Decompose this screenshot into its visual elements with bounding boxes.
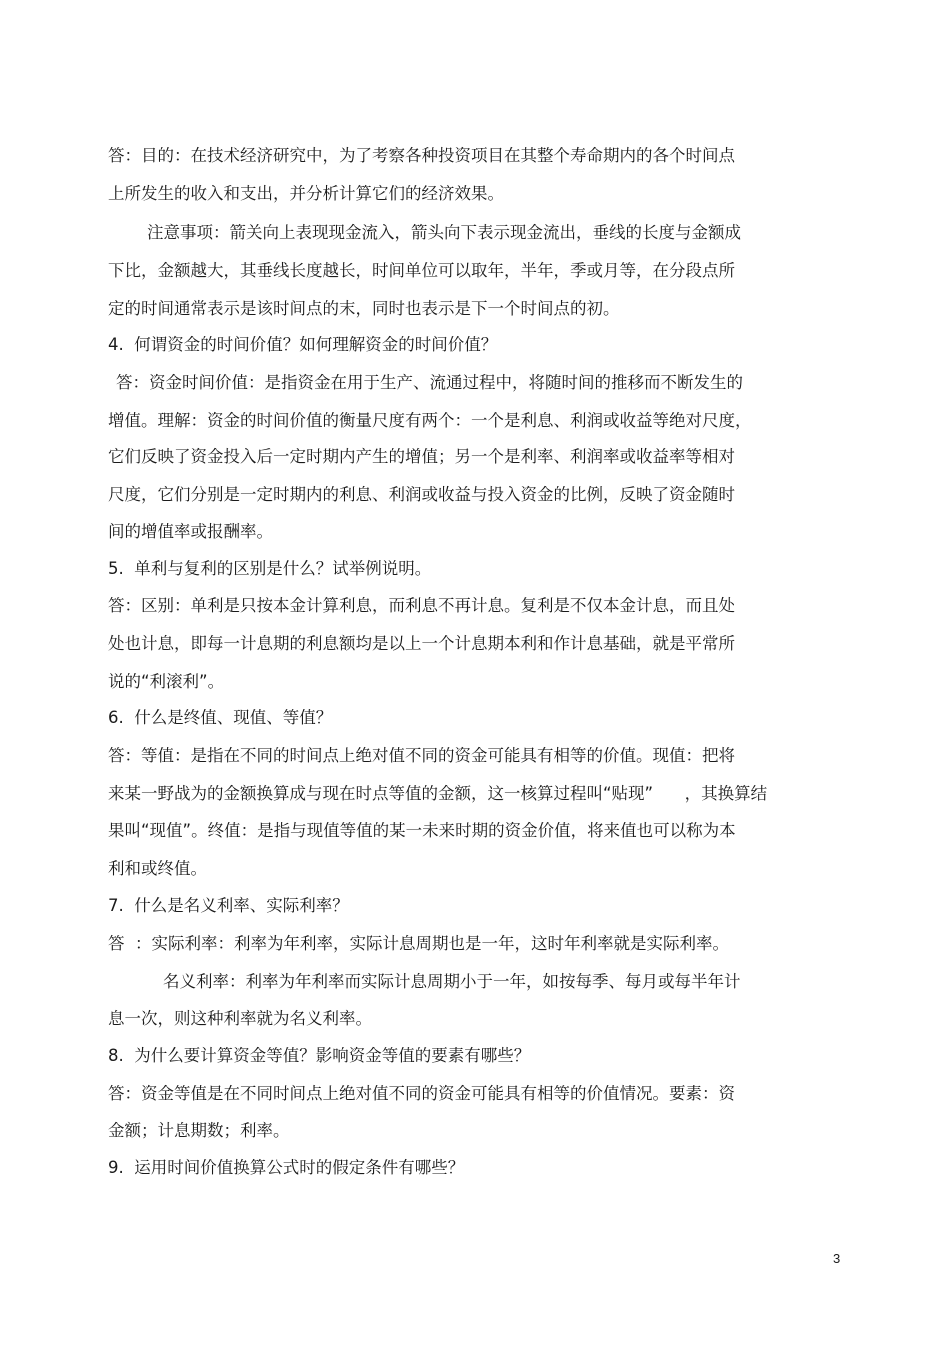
text-line-19: 果叫“现值”。终值：是指与现值等值的某一未来时期的资金价值，将来值也可以称为本 bbox=[108, 821, 736, 840]
text-line-22: 答 ：实际利率：利率为年利率，实际计息周期也是一年，这时年利率就是实际利率。 bbox=[108, 934, 729, 953]
question-9: 9. 运用时间价值换算公式时的假定条件有哪些？ bbox=[108, 1158, 465, 1177]
text-line-17: 答：等值：是指在不同的时间点上绝对值不同的资金可能具有相等的价值。现值：把将 bbox=[108, 746, 735, 765]
text-line-20: 利和或终值。 bbox=[108, 859, 207, 878]
text-line-26: 答：资金等值是在不同时间点上绝对值不同的资金可能具有相等的价值情况。要素：资 bbox=[108, 1084, 735, 1103]
text-line-13: 答：区别：单利是只按本金计算利息，而利息不再计息。复利是不仅本金计息，而且处 bbox=[108, 596, 735, 615]
question-5: 5. 单利与复利的区别是什么？试举例说明。 bbox=[108, 559, 432, 578]
text-line-27: 金额；计息期数；利率。 bbox=[108, 1121, 290, 1140]
text-line-5: 定的时间通常表示是该时间点的末，同时也表示是下一个时间点的初。 bbox=[108, 299, 620, 318]
text-line-10: 尺度，它们分别是一定时期内的利息、利润或收益与投入资金的比例，反映了资金随时 bbox=[108, 485, 735, 504]
question-4: 4. 何谓资金的时间价值？如何理解资金的时间价值？ bbox=[108, 335, 498, 354]
text-line-8: 增值。理解：资金的时间价值的衡量尺度有两个：一个是利息、利润或收益等绝对尺度， bbox=[108, 411, 752, 430]
text-line-3: 注意事项：箭关向上表现现金流入，箭头向下表示现金流出，垂线的长度与金额成 bbox=[147, 223, 741, 242]
page-number: 3 bbox=[833, 1251, 841, 1266]
text-line-14: 处也计息，即每一计息期的利息额均是以上一个计息期本利和作计息基础，就是平常所 bbox=[108, 634, 735, 653]
text-line-18: 来某一野战为的金额换算成与现在时点等值的金额，这一核算过程叫“贴现” ，其换算结 bbox=[108, 784, 768, 803]
text-line-4: 下比，金额越大，其垂线长度越长，时间单位可以取年，半年，季或月等，在分段点所 bbox=[108, 261, 735, 280]
text-line-7: 答：资金时间价值：是指资金在用于生产、流通过程中，将随时间的推移而不断发生的 bbox=[116, 373, 743, 392]
text-line-2: 上所发生的收入和支出，并分析计算它们的经济效果。 bbox=[108, 184, 504, 203]
question-6: 6. 什么是终值、现值、等值？ bbox=[108, 708, 333, 727]
question-7: 7. 什么是名义利率、实际利率？ bbox=[108, 896, 349, 915]
text-line-11: 间的增值率或报酬率。 bbox=[108, 522, 273, 541]
text-line-24: 息一次，则这种利率就为名义利率。 bbox=[108, 1009, 372, 1028]
text-line-1: 答：目的：在技术经济研究中，为了考察各种投资项目在其整个寿命期内的各个时间点 bbox=[108, 146, 735, 165]
text-line-9: 它们反映了资金投入后一定时期内产生的增值；另一个是利率、利润率或收益率等相对 bbox=[108, 447, 735, 466]
text-line-23: 名义利率：利率为年利率而实际计息周期小于一年，如按每季、每月或每半年计 bbox=[163, 972, 741, 991]
question-8: 8. 为什么要计算资金等值？影响资金等值的要素有哪些？ bbox=[108, 1046, 531, 1065]
text-line-15: 说的“利滚利”。 bbox=[108, 672, 225, 691]
